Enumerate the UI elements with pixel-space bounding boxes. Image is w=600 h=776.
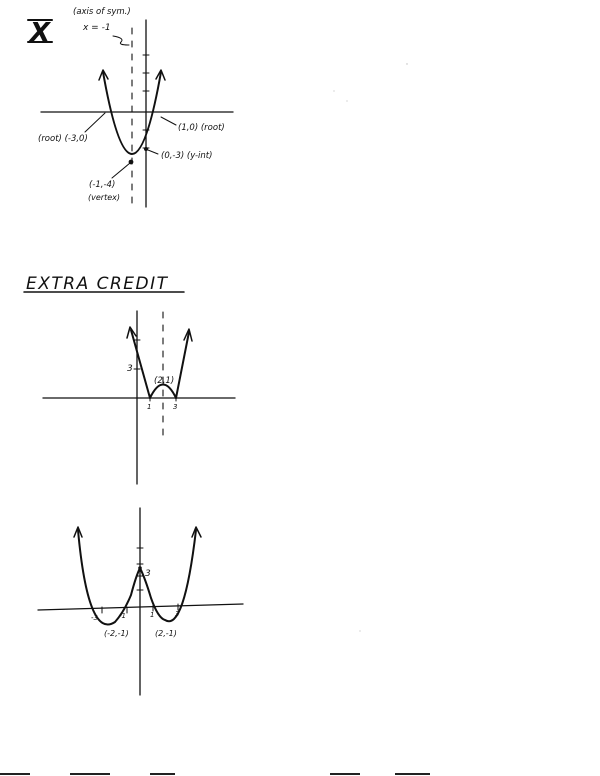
graph1-vertex-leader <box>112 163 130 178</box>
graph3-x-tick-left-3: -3 <box>91 614 98 622</box>
scan-specks <box>333 63 407 631</box>
graph2-point-label: (2,1) <box>154 376 175 386</box>
graph1-axis-note-arrow <box>113 36 129 45</box>
graph2-left-branch <box>131 330 150 398</box>
graph-1 <box>38 7 233 207</box>
problem-number <box>28 18 52 48</box>
graph3-y-intercept-point <box>138 566 142 570</box>
graph1-right-root-leader <box>161 117 176 125</box>
graph2-ticks <box>134 340 176 401</box>
graph1-axis-note-line2: x = -1 <box>83 23 111 33</box>
extra-credit-title: EXTRA CREDIT <box>26 274 169 294</box>
graph1-vertex-note: (vertex) <box>88 193 120 202</box>
graph2-y-tick-label: 3 <box>127 364 133 374</box>
problem-number-text: X <box>30 18 51 48</box>
graph1-left-root-leader <box>85 113 105 132</box>
graph2-x-tick-3: 3 <box>173 403 178 411</box>
graph1-y-intercept-label: (0,-3) (y-int) <box>161 151 213 161</box>
extra-credit-heading <box>24 274 184 294</box>
graph-3 <box>38 508 243 695</box>
graph1-y-int-leader <box>148 150 158 154</box>
graph3-x-tick-1: 1 <box>150 611 155 619</box>
graph3-x-tick-3: 3 <box>175 610 180 618</box>
graph-2 <box>43 311 235 484</box>
graph1-axis-note-line1: (axis of sym.) <box>73 7 131 17</box>
graph3-y-tick-label: 3 <box>145 569 151 579</box>
graph1-y-intercept-point <box>144 147 148 151</box>
graph1-left-root-label: (root) (-3,0) <box>38 134 88 144</box>
graph1-vertex-label: (-1,-4) <box>89 180 116 190</box>
graph2-right-branch <box>176 332 189 398</box>
graph3-min-left-label: (-2,-1) <box>104 629 129 638</box>
graph3-x-tick-left-1: -1 <box>119 612 126 620</box>
graph3-min-right-label: (2,-1) <box>155 629 177 638</box>
graph2-x-tick-1: 1 <box>147 403 152 411</box>
graph1-right-root-label: (1,0) (root) <box>178 123 225 133</box>
